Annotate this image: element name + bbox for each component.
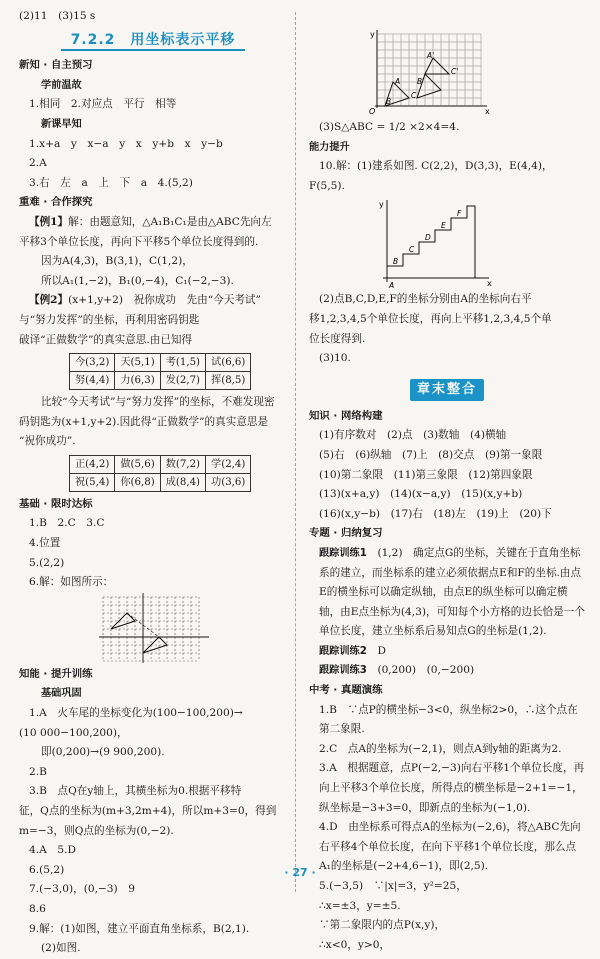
column-divider [295, 12, 296, 892]
table-cell: 学(2,4) [206, 455, 251, 473]
table-row [70, 354, 251, 372]
example-1-line-1: 【例1】解：由题意知，△A₁B₁C₁是由△ABC先向左 [29, 215, 272, 228]
problem-10-line-2: F(5,5). [309, 179, 345, 192]
code-table-2 [69, 455, 251, 492]
zhishi-2: (5)右 (6)纵轴 (7)上 (8)交点 (9)第一象限 [319, 448, 543, 461]
point-b-prime-label: B' [417, 77, 425, 86]
jichu-5: 5.(2,2) [29, 556, 65, 569]
jichu-6: 6.解：如图所示： [29, 576, 114, 589]
zhineng-9b: (2)如图. [41, 942, 81, 955]
point-f-label: F [457, 209, 462, 219]
table-cell: 今(3,2) [70, 354, 115, 372]
zhongkao-2: 2.C 点A的坐标为(−2,1)，则点A到y轴的距离为2. [319, 742, 562, 755]
y-axis-label: y [370, 30, 375, 39]
zhineng-6: 6.(5,2) [29, 863, 65, 876]
heading-xueqian: 学前温故 [41, 79, 82, 91]
area-formula: (3)S△ABC = 1/2 ×2×4=4. [319, 121, 460, 133]
heading-jichu: 基础 · 限时达标 [19, 497, 93, 510]
table-cell: 天(5,1) [115, 354, 160, 372]
table-cell: 正(4,2) [70, 455, 115, 473]
zhishi-3: (10)第二象限 (11)第三象限 (12)第四象限 [319, 468, 533, 481]
table-cell: 挥(8,5) [206, 372, 251, 390]
y-axis-label: y [379, 200, 384, 210]
zhineng-2: 2.B [29, 765, 47, 778]
table-cell: 功(3,6) [206, 473, 251, 491]
zhishi-4: (13)(x+a,y) (14)(x−a,y) (15)(x,y+b) [319, 488, 523, 501]
page-number: · 27 · [284, 866, 316, 879]
heading-gonggu: 基础巩固 [41, 688, 82, 700]
zhineng-3c: m=−3，则Q点的坐标为(0,−2). [19, 824, 174, 837]
heading-nengli: 能力提升 [309, 141, 350, 153]
x-axis-label: x [487, 279, 492, 289]
zhongkao-5a: 5.(−3,5) ∵|x|=3，y²=25， [319, 880, 467, 892]
heading-xinzhi: 新知 · 自主预习 [19, 59, 93, 72]
table-row [70, 455, 251, 473]
code-table-1 [69, 353, 251, 390]
table-cell: 你(6,8) [115, 473, 160, 491]
zhongkao-4: 4.D 由坐标系可得点A的坐标为(−2,6)，将△ABC先向右平移4个单位长度，在向下平移1个单位长度，那么点A₁的坐标是(−2+4,6−1)，即(2,5). [319, 821, 581, 873]
point-e-label: E [441, 221, 446, 231]
xinke-2: 2.A [29, 157, 47, 170]
table-cell: 力(6,3) [115, 372, 160, 390]
problem-10-line-3: (2)点B,C,D,E,F的坐标分别由A的坐标向右平 [319, 293, 532, 306]
top-line: (2)11 (3)15 s [19, 10, 96, 22]
zhineng-1b: (10 000−100,200)， [19, 726, 128, 739]
table-cell: 考(1,5) [160, 354, 205, 372]
zhineng-1a: 1.A 火车尾的坐标变化为(100−100,200)→ [29, 707, 243, 720]
zhineng-1c: 即(0,200)→(9 900,200). [41, 746, 165, 759]
problem-10-line-4: 移1,2,3,4,5个单位长度，再向上平移1,2,3,4,5个单 [309, 312, 552, 325]
xinke-1: 1.x+a y x−a y x y+b x y−b [29, 137, 223, 150]
staircase-figure [375, 198, 505, 290]
zhongkao-3: 3.A 根据题意，点P(−2,−3)向右平移1个单位长度，再向上平移3个单位长度，所得点的横坐标是−2+1=−1，纵坐标是−3+3=0，即新点的坐标为(−1,0). [319, 762, 585, 814]
table-cell: 试(6,6) [206, 354, 251, 372]
point-a-prime-label: A' [427, 51, 435, 60]
table-cell: 祝(5,4) [70, 473, 115, 491]
zhongkao-1: 1.B ∵点P的横坐标−3<0，纵坐标2>0，∴这个点在第二象限. [319, 703, 578, 736]
problem-10-line-1: 10.解：(1)建系如图. C(2,2)，D(3,3)，E(4,4)， [319, 160, 553, 173]
heading-zhongdian: 重难 · 合作探究 [19, 196, 93, 209]
problem-10-line-6: (3)10. [319, 352, 351, 365]
jichu-4: 4.位置 [29, 537, 61, 550]
table-cell: 努(4,4) [70, 372, 115, 390]
zhineng-4: 4.A 5.D [29, 844, 76, 857]
zhongkao-5b: ∴x=±3，y=±5. [319, 899, 401, 912]
left-column [19, 0, 287, 959]
zhongkao-5c: ∵第二象限内的点P(x,y)， [319, 919, 446, 932]
xinke-3: 3.右 左 a 上 下 a 4.(5,2) [29, 176, 193, 189]
table-row [70, 473, 251, 491]
example-2-line-5: 码钥匙为(x+1,y+2).因此得“正做数学”的真实意思是 [19, 415, 269, 428]
heading-zhineng: 知能 · 提升训练 [19, 667, 93, 680]
origin-label: O [369, 107, 376, 116]
translation-figure-small [97, 593, 227, 665]
xueqian-1: 1.相同 2.对应点 平行 相等 [29, 98, 177, 111]
heading-zhishi: 知识 · 网络构建 [309, 409, 383, 422]
point-b-label: B [386, 97, 392, 106]
x-axis-label: x [485, 107, 490, 116]
example-2-line-1: 【例2】(x+1,y+2) 祝你成功 先由“今天考试” [29, 294, 261, 307]
coordinate-figure-triangle [367, 28, 497, 116]
zhineng-3b: 征，Q点的坐标为(m+3,2m+4)，所以m+3=0，得到 [19, 805, 277, 817]
section-title: 7.2.2 用坐标表示平移 [19, 31, 287, 51]
example-2-line-6: “祝你成功”. [19, 435, 76, 448]
jichu-1: 1.B 2.C 3.C [29, 517, 105, 530]
zhineng-7: 7.(−3,0)，(0,−3) 9 [29, 883, 136, 896]
table-cell: 成(8,4) [160, 473, 205, 491]
point-b-label: B [393, 257, 399, 267]
point-c-label: C [409, 245, 415, 255]
heading-zhuanti: 专题 · 归纳复习 [309, 527, 383, 540]
example-1-line-2: 平移3个单位长度，再向下平移5个单位长度得到的. [19, 235, 259, 248]
point-a-label: A [389, 281, 395, 291]
zhishi-1: (1)有序数对 (2)点 (3)数轴 (4)横轴 [319, 429, 507, 442]
point-d-label: D [425, 233, 431, 243]
heading-xinke: 新课早知 [41, 118, 82, 130]
chapter-summary-banner: 章末整合 [410, 379, 484, 401]
table-cell: 做(5,6) [115, 455, 160, 473]
table-cell: 数(7,2) [160, 455, 205, 473]
genzong-3: 跟踪训练3 (0,200) (0,−200) [319, 664, 475, 677]
point-a-label: A [395, 77, 401, 86]
point-c-prime-label: C' [451, 67, 459, 76]
staircase-outline [387, 206, 475, 278]
zhineng-9a: 9.解：(1)如图，建立平面直角坐标系，B(2,1). [29, 922, 250, 935]
zhishi-5: (16)(x,y−b) (17)右 (18)左 (19)上 (20)下 [319, 507, 552, 520]
right-column [309, 0, 585, 955]
example-2-line-3: 破译“正做数学”的真实意思.由已知得 [19, 333, 193, 346]
table-cell: 发(2,7) [160, 372, 205, 390]
genzong-2: 跟踪训练2 D [319, 644, 386, 657]
example-1-line-4: 所以A₁(1,−2)，B₁(0,−4)，C₁(−2,−3). [41, 274, 234, 287]
genzong-1: 跟踪训练1 (1,2) 确定点G的坐标，关键在于直角坐标系的建立，而坐标系的建立必须依据点E和F的坐标.由点E的横坐标可以确定纵轴，由点E的纵坐标可以确定横轴，由E点坐标为(4,3)，可知每个小方格的边长恰是一个单位长度，建立坐标系后易知点G的坐标是(1,2). [319, 546, 585, 638]
zhongkao-5d: ∴x<0，y>0， [319, 938, 391, 951]
example-2-line-2: 与“努力发挥”的坐标，再利用密码钥匙 [19, 313, 200, 326]
zhineng-8: 8.6 [29, 902, 46, 915]
point-c-label: C [411, 91, 417, 100]
zhineng-3a: 3.B 点Q在y轴上，其横坐标为0.根据平移特 [29, 785, 242, 798]
table-row [70, 372, 251, 390]
example-2-line-4: 比较“今天考试”与“努力发挥”的坐标，不难发现密 [41, 396, 275, 409]
example-1-line-3: 因为A(4,3)，B(3,1)，C(1,2)， [41, 255, 193, 268]
problem-10-line-5: 位长度得到. [309, 332, 366, 345]
heading-zhongkao: 中考 · 真题演练 [309, 684, 383, 697]
